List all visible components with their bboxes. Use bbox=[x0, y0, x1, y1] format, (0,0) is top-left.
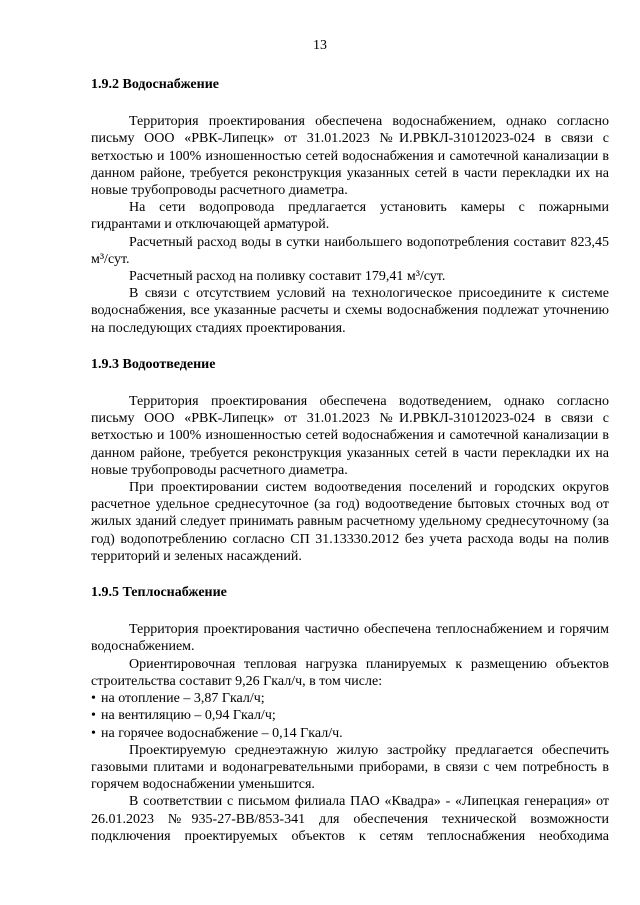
paragraph: В связи с отсутствием условий на технологическое присоедините к системе водоснабжения, все указанные расчеты и схемы водоснабжения подлежат уточнению на последующих стадиях проектирования. bbox=[91, 286, 609, 336]
section-heading: 1.9.2 Водоснабжение bbox=[91, 77, 219, 92]
paragraph: В соответствии с письмом филиала ПАО «Квадра» - «Липецкая генерация» от 26.01.2023 №935-27-ВВ/853-341 для обеспечения технической возможности подключения проектируемых объектов к сетям теплоснабжения необходима bbox=[91, 794, 609, 844]
page-content bbox=[91, 76, 609, 845]
list-item: • на отопление – 3,87 Гкал/ч; bbox=[91, 691, 265, 707]
paragraph: Расчетный расход воды в сутки наибольшего водопотребления составит 823,45 м³/сут. bbox=[91, 234, 609, 267]
paragraph: Ориентировочная тепловая нагрузка планируемых к размещению объектов строительства составит 9,26 Гкал/ч, в том числе: bbox=[91, 656, 609, 689]
list-item: • на горячее водоснабжение – 0,14 Гкал/ч. bbox=[91, 725, 343, 741]
bullet-icon: • bbox=[91, 708, 96, 724]
paragraph: Территория проектирования обеспечена водоснабжением, однако согласно письму ООО «РВК-Липецк» от 31.01.2023 №И.РВКЛ-31012023-024 в связи с ветхостью и 100% изношенностью сетей водоснабжения и самотечной канализации в данном районе, требуется реконструкция указанных сетей в части перекладки их на новые трубопроводы расчетного диаметра. bbox=[91, 114, 609, 199]
bullet-icon: • bbox=[91, 691, 96, 707]
page-number: 13 bbox=[313, 38, 327, 53]
section-water-supply bbox=[91, 76, 609, 337]
section-heading: 1.9.3 Водоотведение bbox=[91, 356, 216, 372]
list-item: • на вентиляцию – 0,94 Гкал/ч; bbox=[91, 708, 276, 724]
paragraph: На сети водопровода предлагается установить камеры с пожарными гидрантами и отключающей арматурой. bbox=[91, 200, 609, 233]
section-heading: 1.9.5 Теплоснабжение bbox=[91, 585, 227, 601]
paragraph: Проектируемую среднеэтажную жилую застройку предлагается обеспечить газовыми плитами и водонагревательными приборами, в связи с чем потребность в горячем водоснабжении уменьшится. bbox=[91, 742, 609, 793]
paragraph: Территория проектирования обеспечена водотведением, однако согласно письму ООО «РВК-Липецк» от 31.01.2023 №И.РВКЛ-31012023-024 в связи с ветхостью и 100% изношенностью сетей водоснабжения и самотечной канализации в данном районе, требуется реконструкция указанных сетей в части перекладки их на новые трубопроводы расчетного диаметра. bbox=[91, 394, 609, 478]
bullet-icon: • bbox=[91, 725, 96, 741]
section-wastewater bbox=[91, 356, 609, 565]
section-heat-supply bbox=[91, 584, 609, 845]
paragraph: При проектировании систем водоотведения поселений и городских округов расчетное удельное среднесуточное (за год) водоотведение бытовых сточных вод от жилых зданий следует принимать равным расчетному удельному среднесуточному (за год) водопотреблению согласно СП 31.13330.2012 без учета расхода воды на полив территорий и зеленых насаждений. bbox=[91, 480, 609, 564]
paragraph: Территория проектирования частично обеспечена теплоснабжением и горячим водоснабжением. bbox=[91, 622, 609, 655]
paragraph: Расчетный расход на поливку составит 179,41 м³/сут. bbox=[129, 269, 446, 285]
